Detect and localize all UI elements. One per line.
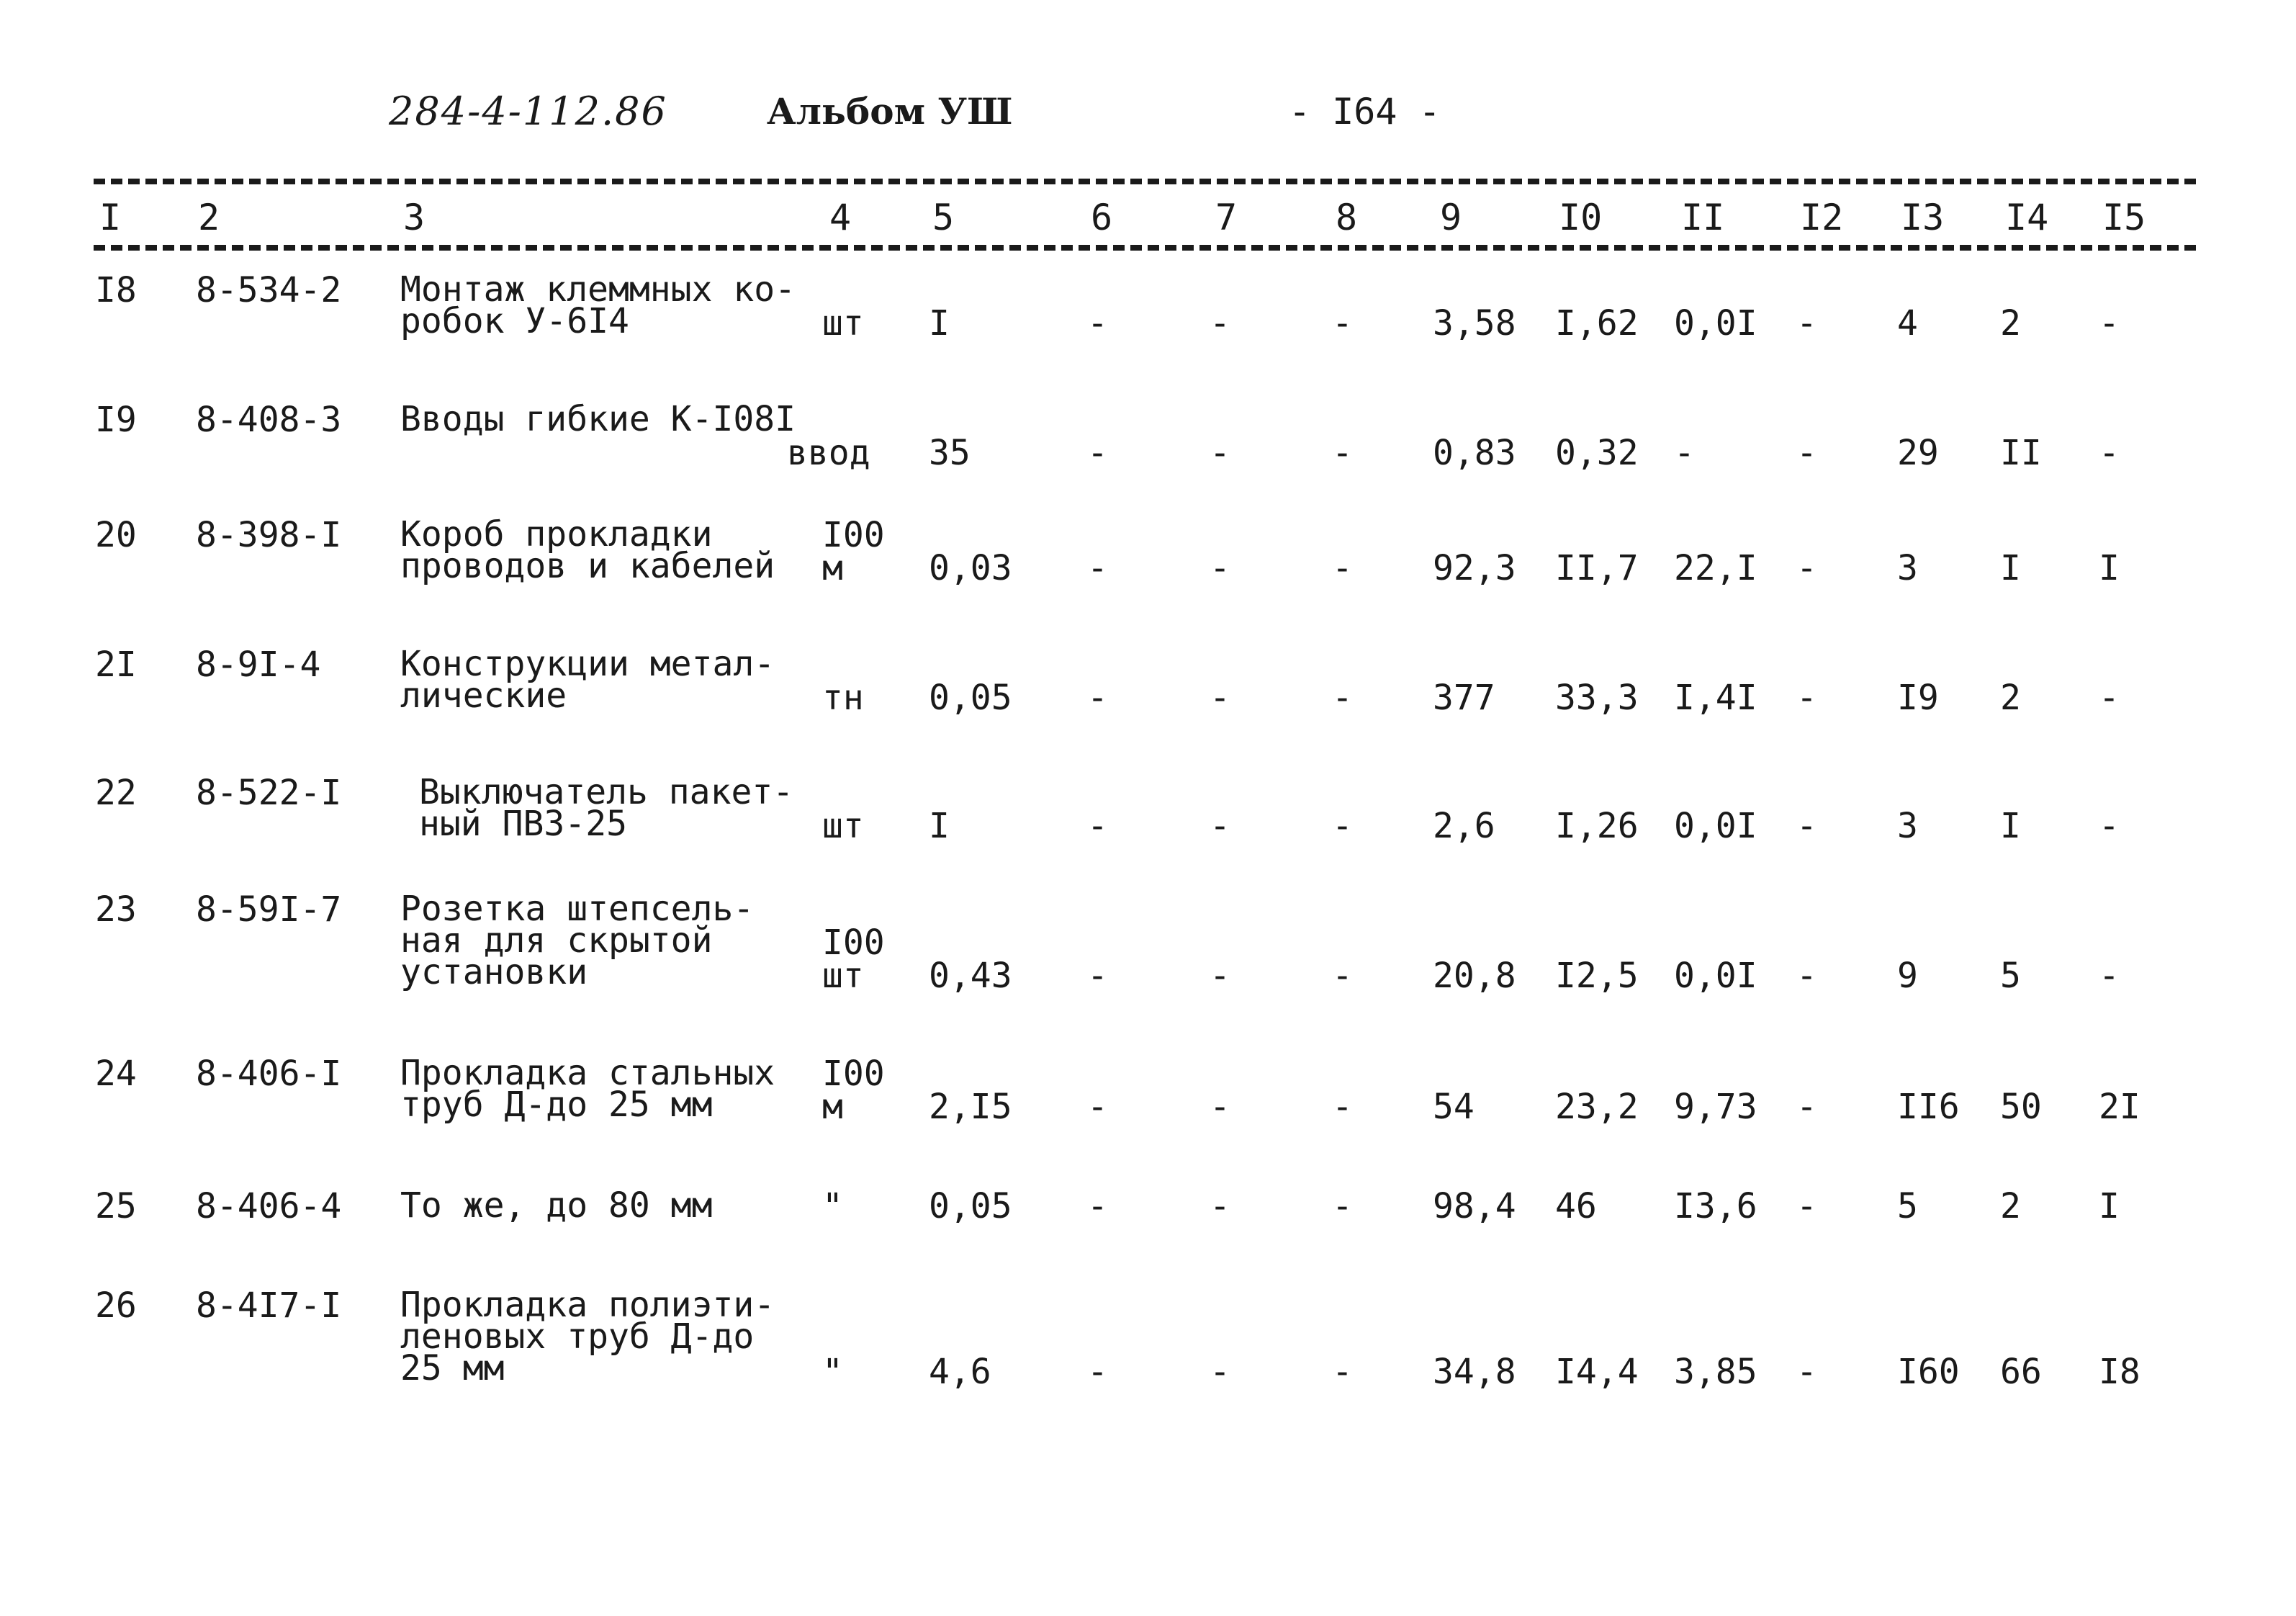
unit: шт [822,303,864,344]
value-col8: - [1332,303,1353,344]
value-col11: 9,73 [1674,1087,1757,1127]
row-number: I8 [95,270,137,310]
value-col14: I [2000,548,2021,588]
value-col15: I8 [2099,1352,2140,1392]
row-number: I9 [95,400,137,440]
column-number: 6 [1091,197,1113,238]
column-number: I [99,197,122,238]
value-col15: - [2099,303,2120,344]
value-col6: - [1087,433,1108,473]
column-number: 7 [1215,197,1238,238]
value-col6: - [1087,1186,1108,1226]
value-col10: 23,2 [1555,1087,1639,1127]
value-col12: - [1796,1186,1817,1226]
value-col12: - [1796,806,1817,846]
value-col14: I [2000,806,2021,846]
column-number: I3 [1901,197,1945,238]
value-col11: 0,0I [1674,806,1757,846]
top-dashed-rule [94,179,2196,184]
work-name: Конструкции метал-лические [400,644,775,716]
column-number: I4 [2005,197,2049,238]
row-number: 25 [95,1186,137,1226]
unit: " [822,1352,843,1392]
norm-code: 8-406-I [196,1054,342,1094]
album-label: Альбом УШ [767,90,1013,133]
value-col13: 5 [1897,1186,1918,1226]
value-col6: - [1087,956,1108,996]
value-col5: I [929,806,950,846]
norm-code: 8-406-4 [196,1186,342,1226]
value-col5: 0,43 [929,956,1012,996]
value-col14: 66 [2000,1352,2042,1392]
column-number: 5 [932,197,955,238]
value-col14: 5 [2000,956,2021,996]
value-col14: 2 [2000,1186,2021,1226]
column-number: I5 [2102,197,2146,238]
unit: ввод [787,433,870,473]
value-col15: I [2099,1186,2120,1226]
column-number: 3 [403,197,426,238]
norm-code: 8-534-2 [196,270,342,310]
column-number: 2 [198,197,220,238]
norm-code: 8-398-I [196,515,342,555]
work-name: Короб прокладки проводов и кабелей [400,514,775,586]
column-number: II [1681,197,1725,238]
value-col5: 35 [929,433,971,473]
unit: I00 м [822,1054,885,1127]
value-col13: I60 [1897,1352,1960,1392]
value-col5: 4,6 [929,1352,991,1392]
value-col10: 46 [1555,1186,1597,1226]
value-col5: 0,05 [929,678,1012,718]
value-col9: 2,6 [1433,806,1495,846]
unit: шт [822,806,864,846]
value-col11: I,4I [1674,678,1757,718]
value-col7: - [1210,548,1230,588]
page-number: - I64 - [1289,91,1441,133]
value-col11: 0,0I [1674,303,1757,344]
value-col14: 2 [2000,678,2021,718]
value-col7: - [1210,956,1230,996]
unit: тн [822,678,864,718]
value-col6: - [1087,806,1108,846]
value-col14: 2 [2000,303,2021,344]
value-col8: - [1332,1186,1353,1226]
value-col8: - [1332,678,1353,718]
value-col12: - [1796,956,1817,996]
value-col13: 3 [1897,806,1918,846]
value-col6: - [1087,303,1108,344]
column-number: 9 [1440,197,1462,238]
value-col7: - [1210,806,1230,846]
value-col11: 22,I [1674,548,1757,588]
value-col10: I,26 [1555,806,1639,846]
value-col11: 0,0I [1674,956,1757,996]
value-col10: I4,4 [1555,1352,1639,1392]
row-number: 23 [95,889,137,930]
unit: I00 шт [822,923,885,996]
value-col12: - [1796,433,1817,473]
norm-code: 8-408-3 [196,400,342,440]
value-col7: - [1210,1352,1230,1392]
value-col15: I [2099,548,2120,588]
value-col13: I9 [1897,678,1939,718]
value-col7: - [1210,303,1230,344]
row-number: 20 [95,515,137,555]
value-col10: 0,32 [1555,433,1639,473]
work-name: Прокладка стальных труб Д-до 25 мм [400,1053,775,1125]
value-col8: - [1332,956,1353,996]
row-number: 22 [95,773,137,813]
unit: I00 м [822,515,885,588]
value-col6: - [1087,1352,1108,1392]
row-number: 24 [95,1054,137,1094]
value-col5: 0,05 [929,1186,1012,1226]
column-number: 8 [1336,197,1358,238]
value-col9: 3,58 [1433,303,1516,344]
value-col9: 20,8 [1433,956,1516,996]
value-col10: 33,3 [1555,678,1639,718]
row-number: 26 [95,1285,137,1326]
column-number: 4 [829,197,852,238]
value-col6: - [1087,678,1108,718]
value-col13: 4 [1897,303,1918,344]
value-col7: - [1210,433,1230,473]
norm-code: 8-522-I [196,773,342,813]
value-col7: - [1210,678,1230,718]
work-name: Розетка штепсель-ная для скрытой установки [400,889,755,992]
work-name: Прокладка полиэти-леновых труб Д-до 25 мм [400,1285,775,1388]
value-col14: 50 [2000,1087,2042,1127]
value-col15: - [2099,806,2120,846]
work-name: Монтаж клеммных ко-робок У-6I4 [400,269,796,341]
value-col8: - [1332,1352,1353,1392]
value-col9: 377 [1433,678,1495,718]
value-col9: 34,8 [1433,1352,1516,1392]
value-col12: - [1796,1087,1817,1127]
value-col13: II6 [1897,1087,1960,1127]
value-col13: 29 [1897,433,1939,473]
value-col11: - [1674,433,1695,473]
value-col10: II,7 [1555,548,1639,588]
value-col9: 0,83 [1433,433,1516,473]
value-col12: - [1796,1352,1817,1392]
document-code: 284-4-112.86 [389,89,667,134]
value-col5: 2,I5 [929,1087,1012,1127]
value-col14: II [2000,433,2042,473]
value-col11: 3,85 [1674,1352,1757,1392]
value-col9: 92,3 [1433,548,1516,588]
column-number: I0 [1559,197,1603,238]
value-col7: - [1210,1186,1230,1226]
work-name: То же, до 80 мм [400,1185,713,1226]
column-header-underline [94,245,2196,251]
work-name: Вводы гибкие К-I08I [400,399,796,439]
value-col8: - [1332,1087,1353,1127]
value-col9: 98,4 [1433,1186,1516,1226]
value-col7: - [1210,1087,1230,1127]
value-col12: - [1796,303,1817,344]
value-col10: I,62 [1555,303,1639,344]
value-col11: I3,6 [1674,1186,1757,1226]
value-col5: I [929,303,950,344]
value-col8: - [1332,433,1353,473]
value-col8: - [1332,806,1353,846]
unit: " [822,1186,843,1226]
value-col15: - [2099,433,2120,473]
norm-code: 8-4I7-I [196,1285,342,1326]
norm-code: 8-9I-4 [196,645,321,685]
value-col15: - [2099,678,2120,718]
value-col9: 54 [1433,1087,1475,1127]
value-col13: 3 [1897,548,1918,588]
value-col15: - [2099,956,2120,996]
value-col12: - [1796,678,1817,718]
value-col6: - [1087,548,1108,588]
value-col10: I2,5 [1555,956,1639,996]
value-col6: - [1087,1087,1108,1127]
value-col13: 9 [1897,956,1918,996]
value-col5: 0,03 [929,548,1012,588]
row-number: 2I [95,645,137,685]
column-number: I2 [1800,197,1844,238]
norm-code: 8-59I-7 [196,889,342,930]
value-col8: - [1332,548,1353,588]
value-col12: - [1796,548,1817,588]
value-col15: 2I [2099,1087,2140,1127]
work-name: Выключатель пакет-ный ПВЗ-25 [419,772,794,844]
